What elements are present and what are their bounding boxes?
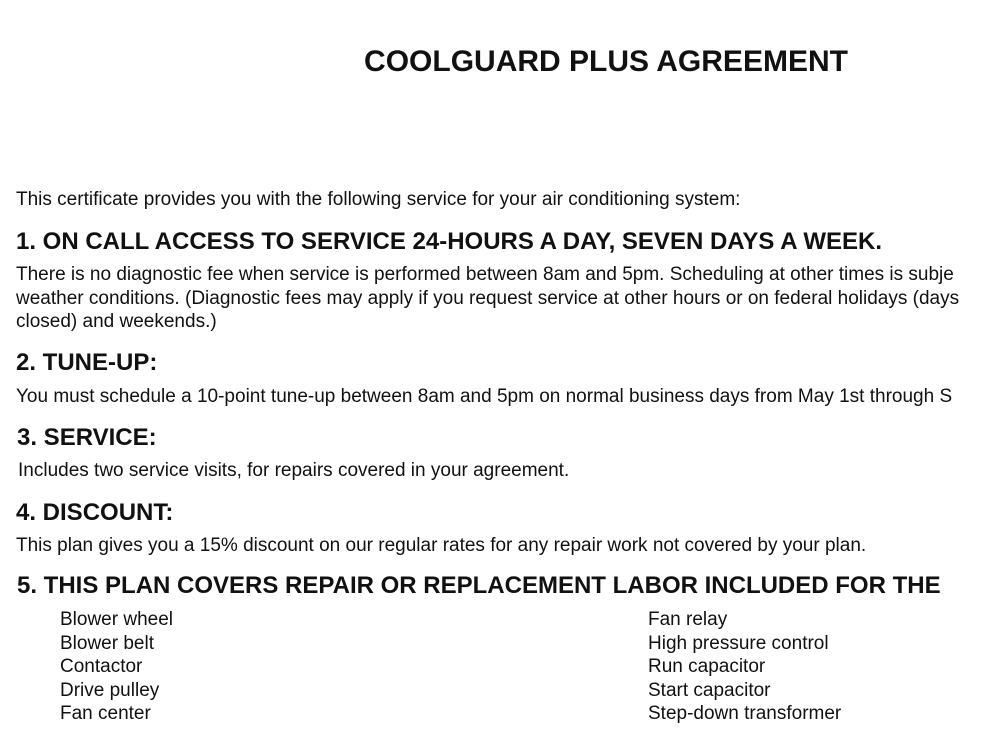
section-2-heading: 2. TUNE-UP: <box>16 349 158 376</box>
document-title: COOLGUARD PLUS AGREEMENT <box>364 45 848 78</box>
section-1-heading: 1. ON CALL ACCESS TO SERVICE 24-HOURS A DAY, SEVEN DAYS A WEEK. <box>16 228 882 255</box>
section-1-line-3: closed) and weekends.) <box>16 311 217 332</box>
covered-item: Run capacitor <box>648 656 766 677</box>
section-5-heading: 5. THIS PLAN COVERS REPAIR OR REPLACEMENT LABOR INCLUDED FOR THE <box>17 572 941 599</box>
covered-item: Fan center <box>60 703 151 724</box>
section-4-heading: 4. DISCOUNT: <box>16 499 174 526</box>
covered-items-right-column <box>648 608 841 726</box>
section-4-body <box>16 534 866 558</box>
section-4-line-1: This plan gives you a 15% discount on our regular rates for any repair work not covered by your plan. <box>16 535 867 556</box>
section-3-heading: 3. SERVICE: <box>17 424 157 451</box>
covered-item: Fan relay <box>648 609 728 630</box>
section-2-line-1: You must schedule a 10-point tune-up between 8am and 5pm on normal business days from May 1st through S <box>16 386 953 407</box>
section-3-body <box>18 459 569 483</box>
covered-item: Drive pulley <box>60 679 160 701</box>
covered-item: Start capacitor <box>648 679 771 701</box>
covered-item: High pressure control <box>648 632 829 654</box>
section-2-body <box>16 385 952 409</box>
covered-item: Contactor <box>60 656 143 677</box>
section-1-body <box>16 263 959 334</box>
covered-item: Blower wheel <box>60 609 173 630</box>
covered-items-left-column <box>60 608 173 726</box>
section-3-line-1: Includes two service visits, for repairs covered in your agreement. <box>18 460 570 481</box>
intro-text: This certificate provides you with the following service for your air conditioning system: <box>16 189 741 210</box>
covered-item: Blower belt <box>60 632 154 654</box>
covered-item: Step-down transformer <box>648 703 842 724</box>
section-1-line-1: There is no diagnostic fee when service is performed between 8am and 5pm. Scheduling at other times is subje <box>16 264 954 285</box>
section-1-line-2: weather conditions. (Diagnostic fees may apply if you request service at other hours or on federal holidays (days <box>16 287 960 309</box>
